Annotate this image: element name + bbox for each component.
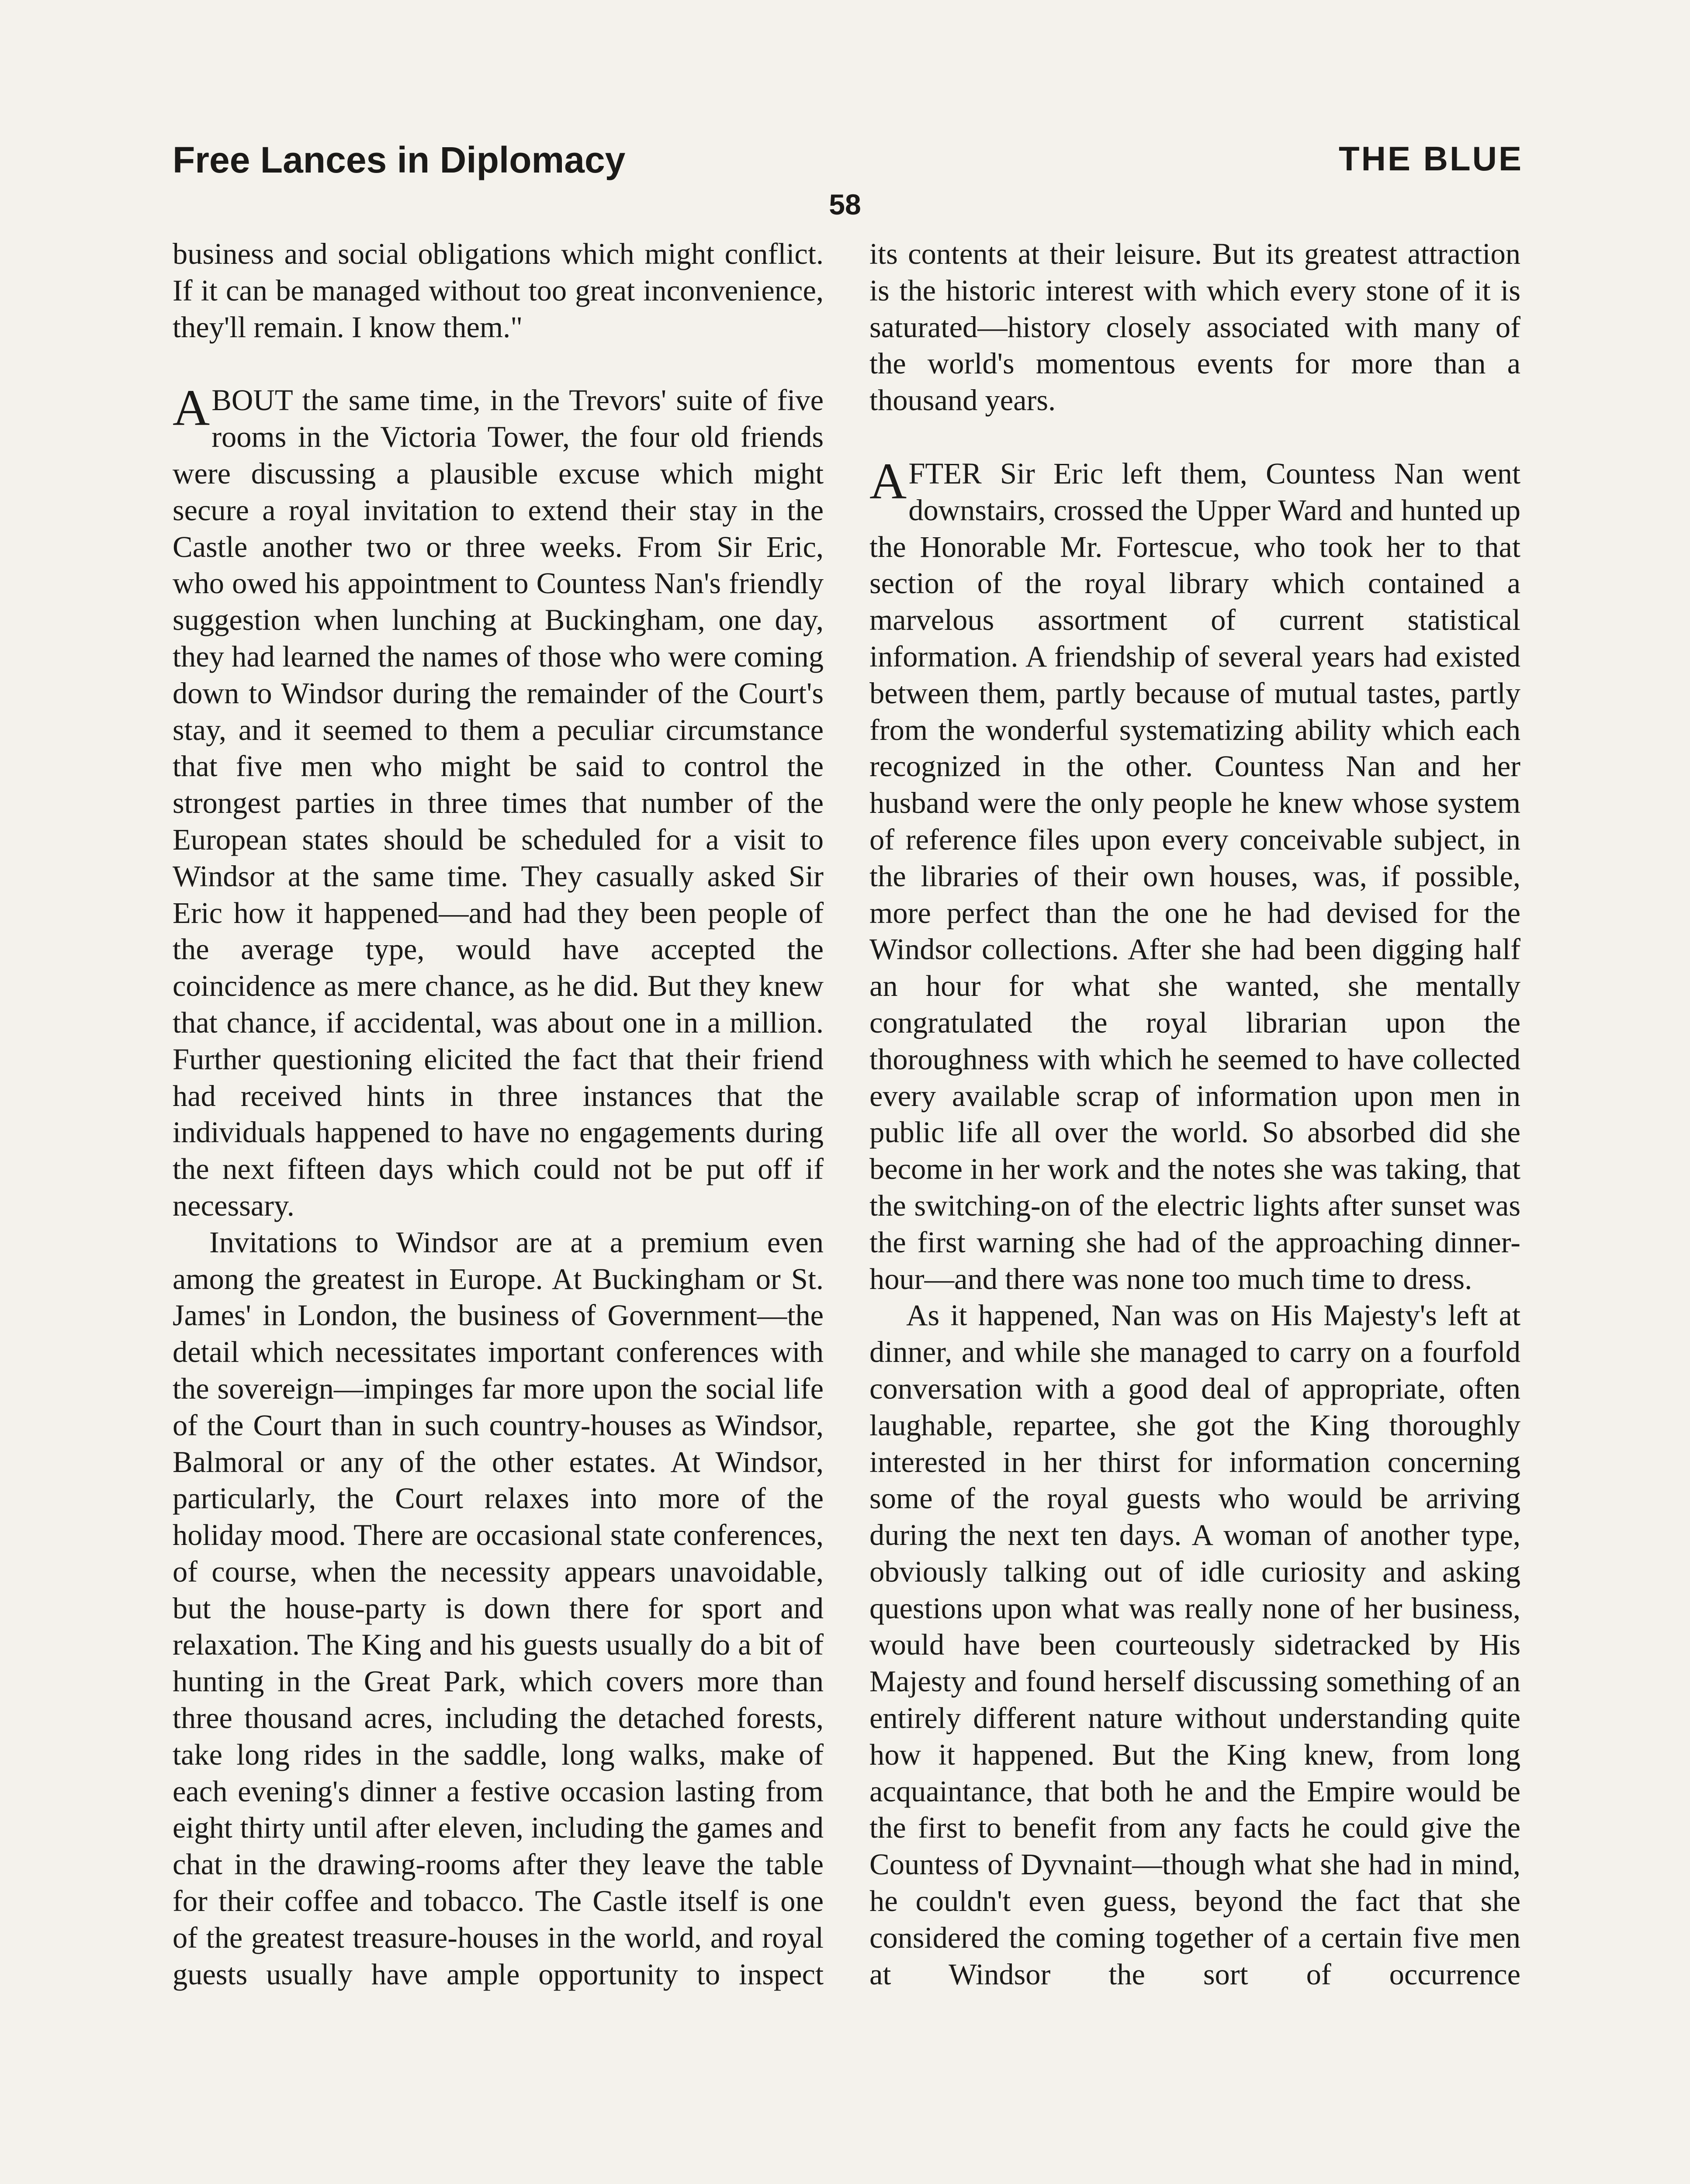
paragraph-text: BOUT the same time, in the Trevors' suite of five rooms in the Victoria Tower, the four old friends were discussing a plausible excuse which might secure a royal invitation to extend their stay in the Castle another two or three weeks. From Sir Eric, who owed his appointment to Countess Nan's friendly suggestion when lunching at Buckingham, one day, they had learned the names of those who were coming down to Windsor during the remainder of the Court's stay, and it seemed to them a peculiar circumstance that five men who might be said to control the strongest parties in three times that number of the European states should be scheduled for a visit to Windsor at the same time. They casually asked Sir Eric how it happened—and had they been people of the average type, would have accepted the coincidence as mere chance, as he did. But they knew that chance, if accidental, was about one in a million. Further questioning elicited the fact that their friend had received hints in three instances that the individuals happened to have no engagements during the next fifteen days which could not be put off if necessary. (173, 384, 824, 1222)
paragraph-dropcap (173, 379, 824, 1224)
paragraph: Invitations to Windsor are at a premium even among the greatest in Europe. At Buckingham or St. James' in London, the business of Government—the detail which necessitates important conferences with the sovereign—impinges far more upon the social life of the Court than in such country-houses as Windsor, Balmoral or any of the other estates. At Windsor, particularly, the Court relaxes into more of the holiday mood. There are occasional state conferences, of course, when the necessity appears unavoidable, but the house-party is down there for sport and relaxation. The King and his guests usually do a bit of hunting in the Great Park, which covers more than three thousand acres, including the detached forests, take long rides in the saddle, long walks, make of each evening's dinner a festive occasion lasting from eight thirty until after eleven, including the games and chat in the drawing-rooms after they leave the table for their coffee and tobacco. The Castle itself is one of the greatest treasure-houses in the world, and royal guests usually have ample opportunity to inspect (173, 1225, 824, 1991)
magazine-title: THE BLUE (1339, 139, 1523, 178)
paragraph-dropcap (869, 452, 1520, 1297)
drop-cap: A (869, 452, 907, 510)
right-column (869, 236, 1520, 1993)
drop-cap: A (173, 379, 210, 437)
running-title: Free Lances in Diplomacy (173, 139, 626, 180)
page-number: 58 (829, 188, 861, 221)
paragraph-text: FTER Sir Eric left them, Countess Nan went downstairs, crossed the Upper Ward and hunted up the Honorable Mr. Fortescue, who took her to that section of the royal library which contained a marvelous assortment of current statistical information. A friendship of several years had existed between them, partly because of mutual tastes, partly from the wonderful systematizing ability which each recognized in the other. Countess Nan and her husband were the only people he knew whose system of reference files upon every conceivable subject, in the libraries of their own houses, was, if possible, more perfect than the one he had devised for the Windsor collections. After she had been digging half an hour for what she wanted, she mentally congratulated the royal librarian upon the thoroughness with which he seemed to have collected every available scrap of information upon men in public life all over the world. So absorbed did she become in her work and the notes she was taking, that the switching-on of the electric lights after sunset was the first warning she had of the approaching dinner-hour—and there was none too much time to dress. (869, 456, 1520, 1296)
paragraph: its contents at their leisure. But its greatest attraction is the historic interest with which every stone of it is saturated—history closely associated with many of the world's momentous events for more than a thousand years. (869, 237, 1520, 417)
paragraph: As it happened, Nan was on His Majesty's left at dinner, and while she managed to carry on a fourfold conversation with a good deal of appropriate, often laughable, repartee, she got the King thoroughly interested in her thirst for information concerning some of the royal guests who would be arriving during the next ten days. A woman of another type, obviously talking out of idle curiosity and asking questions upon what was really none of her business, would have been courteously sidetracked by His Majesty and found herself discussing something of an entirely different nature without understanding quite how it happened. But the King knew, from long acquaintance, that both he and the Empire would be the first to benefit from any facts he could give the Countess of Dyvnaint—though what she had in mind, he couldn't even guess, beyond the fact that she considered the coming together of a certain five men at Windsor the sort of occurrence (869, 1299, 1520, 1991)
left-column (173, 236, 824, 1993)
paragraph: business and social obligations which might conflict. If it can be managed without too great inconvenience, they'll remain. I know them." (173, 237, 824, 344)
